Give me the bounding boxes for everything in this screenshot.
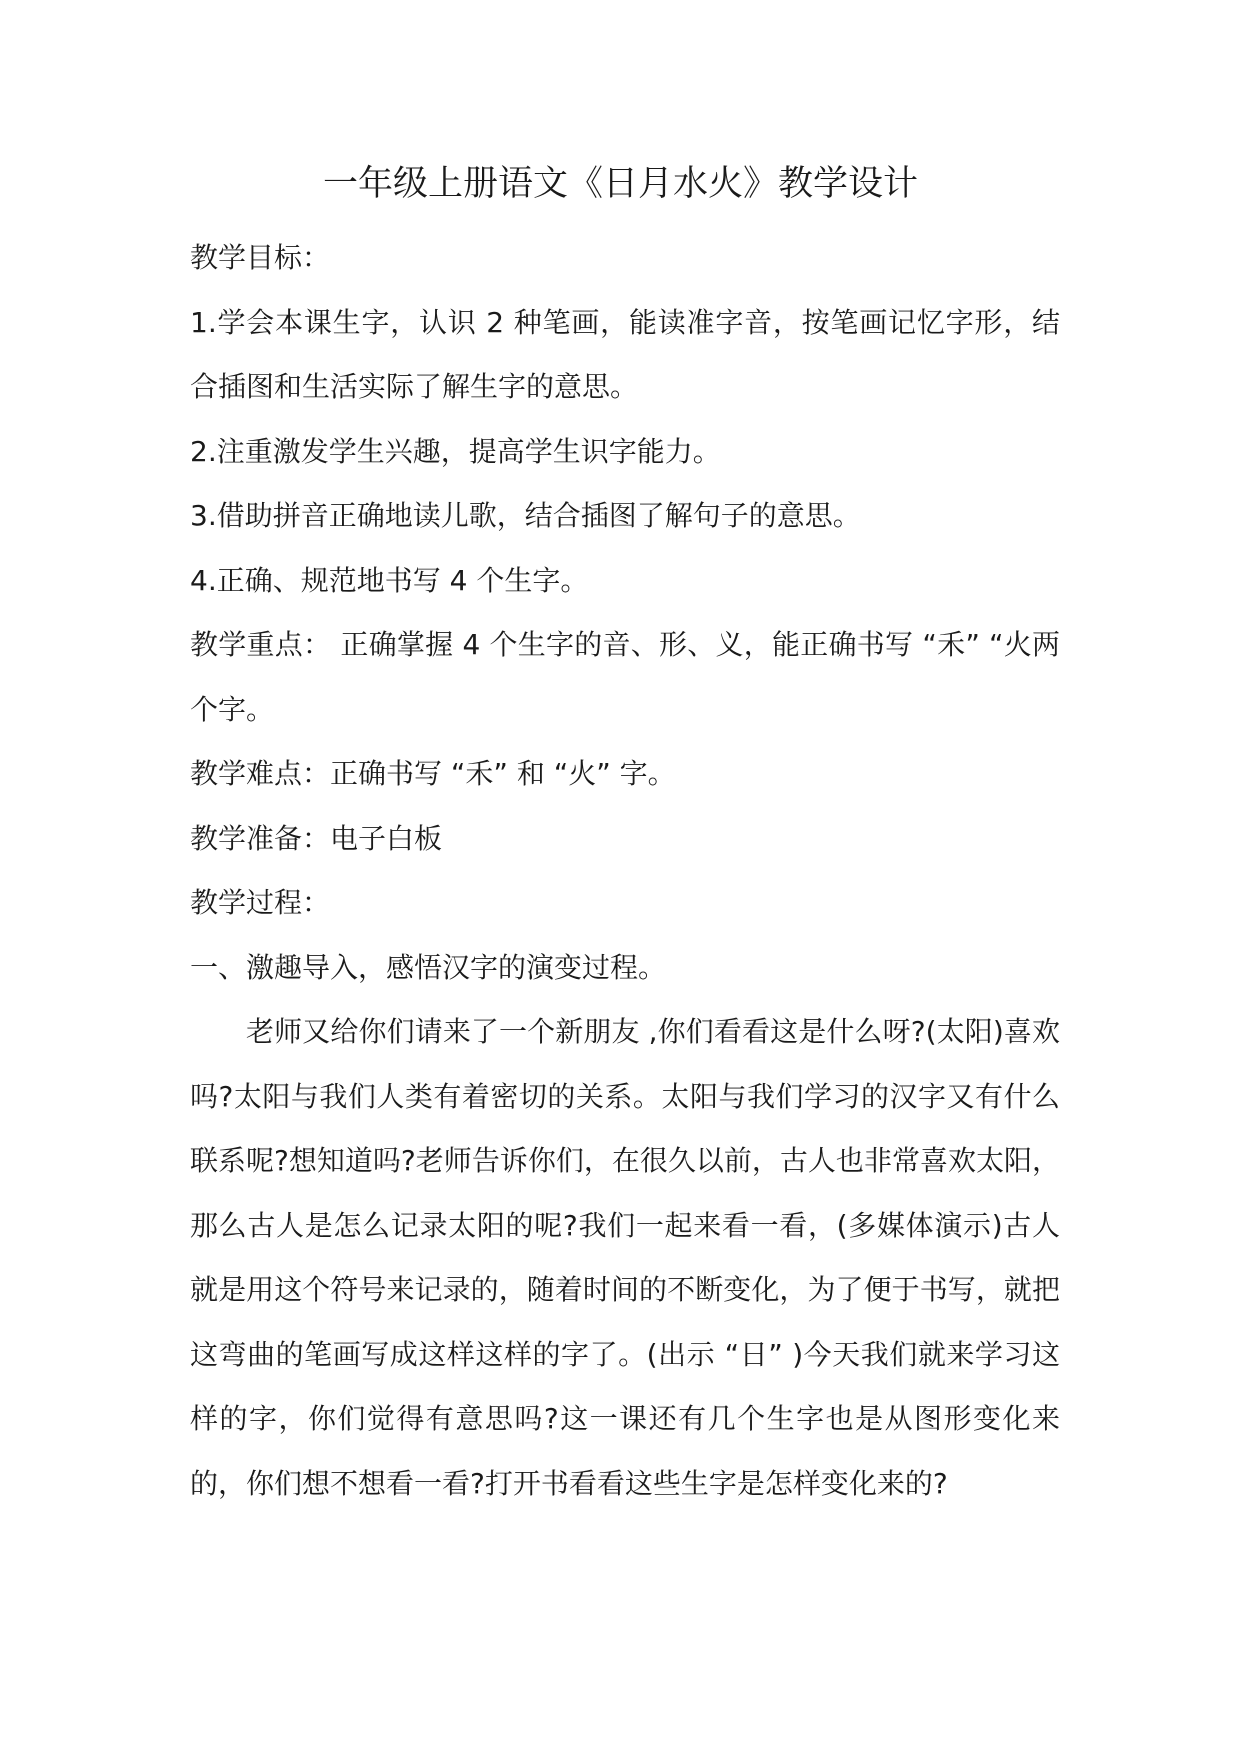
paragraph-objective-4: 4.正确、规范地书写 4 个生字。 (190, 563, 589, 597)
paragraph-objective-3: 3.借助拼音正确地读儿歌，结合插图了解句子的意思。 (190, 499, 861, 532)
paragraph-process-heading: 教学过程： (190, 886, 331, 919)
paragraph-objective-1: 1.学会本课生字，认识 2 种笔画，能读准字音，按笔画记忆字形，结合插图和生活实际了解生字的意思。 (190, 305, 1060, 403)
paragraph-section-1-heading: 一、激趣导入，感悟汉字的演变过程。 (190, 950, 667, 984)
paragraph-section-1-body: 老师又给你们请来了一个新朋友 ,你们看看这是什么呀?(太阳)喜欢吗?太阳与我们人类有着密切的关系。太阳与我们学习的汉字又有什么联系呢?想知道吗?老师告诉你们，在很久以前，古人也非常喜欢太阳，那么古人是怎么记录太阳的呢?我们一起来看一看，(多媒体演示)古人就是用这个符号来记录的，随着时间的不断变化，为了便于书写，就把这弯曲的笔画写成这样这样的字了。(出示 “日” )今天我们就来学习这样的字，你们觉得有意思吗?这一课还有几个生字也是从图形变化来的，你们想不想看一看?打开书看看这些生字是怎样变化来的? (190, 1015, 1060, 1500)
paragraph-key-points: 教学重点： 正确掌握 4 个生字的音、形、义，能正确书写 “禾” “火两个字。 (190, 628, 1060, 726)
document-body (190, 226, 1060, 1516)
paragraph-preparation: 教学准备：电子白板 (190, 821, 443, 855)
document-title: 一年级上册语文《日月水火》教学设计 (322, 164, 918, 204)
paragraph-difficulties: 教学难点：正确书写 “禾” 和 “火” 字。 (190, 757, 676, 790)
paragraph-objectives-heading: 教学目标： (190, 241, 331, 274)
paragraph-objective-2: 2.注重激发学生兴趣，提高学生识字能力。 (190, 434, 721, 468)
